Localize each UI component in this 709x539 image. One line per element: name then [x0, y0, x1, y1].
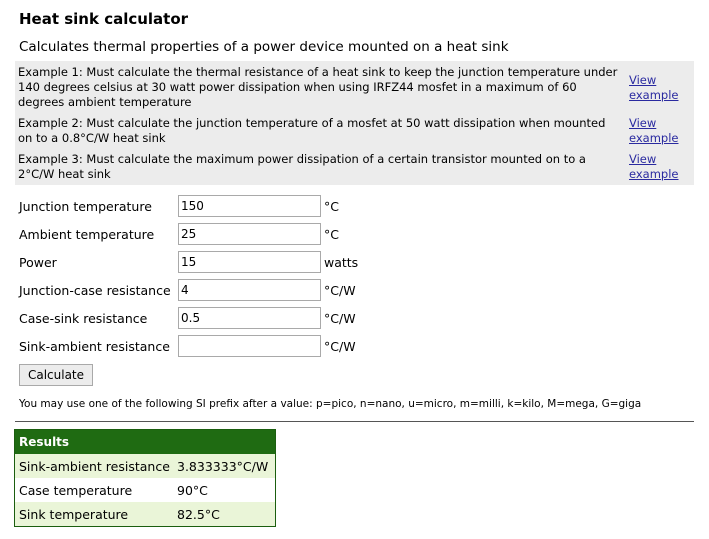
results-heading: Results — [15, 430, 275, 454]
result-label: Case temperature — [19, 483, 133, 498]
view-example-link-3[interactable]: View example — [629, 152, 679, 181]
junction-case-resistance-input[interactable] — [178, 279, 321, 301]
field-unit: °C/W — [324, 311, 356, 326]
view-example-link-1[interactable]: View example — [629, 73, 679, 102]
calculate-button[interactable]: Calculate — [19, 364, 93, 386]
field-unit: °C — [324, 199, 339, 214]
field-unit: °C/W — [324, 339, 356, 354]
result-label: Sink temperature — [19, 507, 129, 522]
field-unit: °C/W — [324, 283, 356, 298]
example-text: Example 1: Must calculate the thermal resistance of a heat sink to keep the junction temperature under 140 degrees celsius at 30 watt power dissipation when using IRFZ44 mosfet in a maximum of 60 degrees ambient temperature — [18, 65, 618, 109]
results-table — [14, 429, 276, 527]
field-label: Case-sink resistance — [19, 311, 148, 326]
field-label: Ambient temperature — [19, 227, 155, 242]
example-text: Example 3: Must calculate the maximum power dissipation of a certain transistor mounted on to a 2°C/W heat sink — [18, 152, 586, 181]
field-unit: watts — [324, 255, 359, 270]
examples-panel — [15, 61, 694, 185]
si-prefix-note: You may use one of the following SI prefix after a value: p=pico, n=nano, u=micro, m=milli, k=kilo, M=mega, G=giga — [19, 398, 642, 410]
result-row-sink-ambient-resistance — [15, 454, 275, 478]
divider — [15, 421, 694, 422]
page-subtitle: Calculates thermal properties of a power device mounted on a heat sink — [19, 39, 509, 55]
case-sink-resistance-input[interactable] — [178, 307, 321, 329]
sink-ambient-resistance-input[interactable] — [178, 335, 321, 357]
result-row-sink-temperature — [15, 502, 275, 526]
result-row-case-temperature — [15, 478, 275, 502]
field-label: Junction temperature — [19, 199, 152, 214]
view-example-link-2[interactable]: View example — [629, 116, 679, 145]
example-text: Example 2: Must calculate the junction temperature of a mosfet at 50 watt dissipation when mounted on to a 0.8°C/W heat sink — [18, 116, 606, 145]
result-value: 3.833333°C/W — [177, 459, 269, 474]
field-unit: °C — [324, 227, 339, 242]
field-label: Junction-case resistance — [19, 283, 171, 298]
result-value: 82.5°C — [177, 507, 220, 522]
junction-temperature-input[interactable] — [178, 195, 321, 217]
page-title: Heat sink calculator — [19, 10, 189, 28]
ambient-temperature-input[interactable] — [178, 223, 321, 245]
result-value: 90°C — [177, 483, 208, 498]
power-input[interactable] — [178, 251, 321, 273]
result-label: Sink-ambient resistance — [19, 459, 170, 474]
field-label: Sink-ambient resistance — [19, 339, 170, 354]
field-label: Power — [19, 255, 57, 270]
